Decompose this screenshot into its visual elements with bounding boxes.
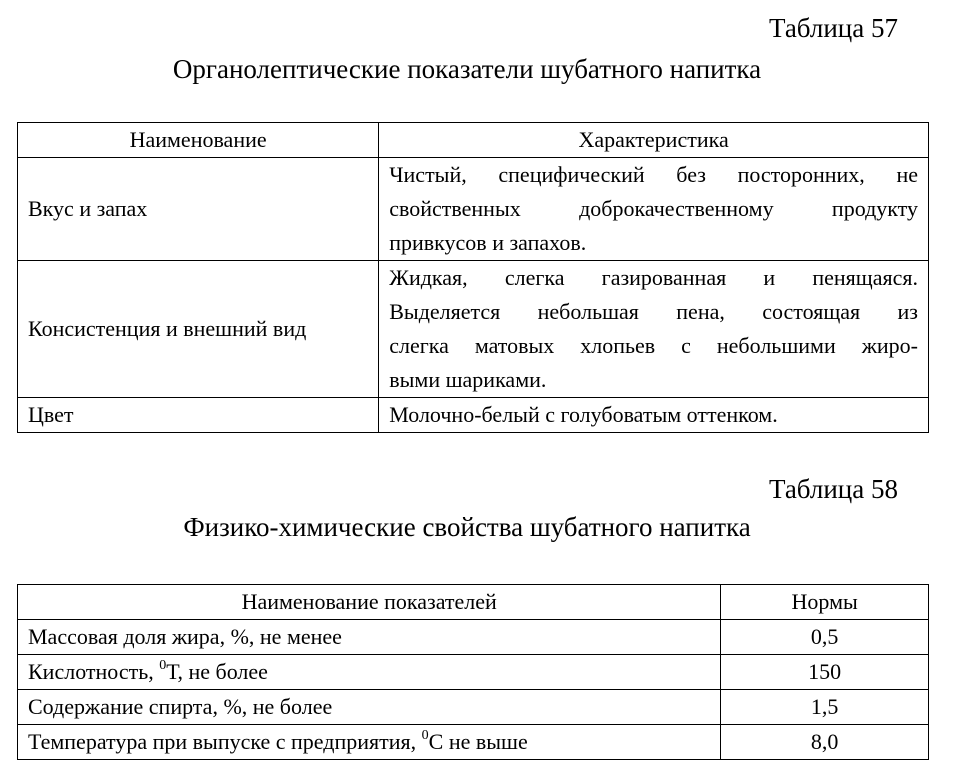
physicochemical-table [17,584,929,760]
description-line: Чистый, специфический без посторонних, не [389,162,918,187]
table-57-number: Таблица 57 [769,13,898,43]
table-header-row [18,123,929,158]
description-line: выми шариками. [389,367,547,392]
table-header-row [18,585,929,620]
row-norm: 150 [721,655,929,690]
row-name: Цвет [18,398,379,433]
table-57-title: Органолептические показатели шубатного напитка [172,54,762,84]
organoleptic-table [17,122,929,433]
header-indicator: Наименование показателей [18,585,721,620]
row-name: Консистенция и внешний вид [18,261,379,398]
row-description [379,158,929,261]
row-description [379,261,929,398]
row-description [379,398,929,433]
row-indicator: Температура при выпуске с предприятия, $^0$С не выше [18,725,721,760]
description-line: Молочно-белый с голубоватым оттенком. [389,402,778,427]
row-norm: 0,5 [721,620,929,655]
table-row [18,398,929,433]
row-indicator: Кислотность, $^0$Т, не более [18,655,721,690]
row-norm: 8,0 [721,725,929,760]
header-characteristic: Характеристика [379,123,929,158]
header-norms: Нормы [721,585,929,620]
table-58-number: Таблица 58 [769,474,898,504]
description-line: Выделяется небольшая пена, состоящая из [389,299,918,324]
row-indicator: Массовая доля жира, %, не менее [18,620,721,655]
table-58-title: Физико-химические свойства шубатного напитка [183,512,751,542]
description-line: слегка матовых хлопьев с небольшими жиро- [389,333,918,358]
row-norm: 1,5 [721,690,929,725]
table-row [18,261,929,398]
row-indicator: Содержание спирта, %, не более [18,690,721,725]
header-name: Наименование [18,123,379,158]
table-row [18,725,929,760]
description-line: Жидкая, слегка газированная и пенящаяся. [389,265,918,290]
row-name: Вкус и запах [18,158,379,261]
table-row [18,655,929,690]
description-line: привкусов и запахов. [389,230,587,255]
table-row [18,690,929,725]
table-row [18,620,929,655]
description-line: свойственных доброкачественному продукту [389,196,918,221]
table-row [18,158,929,261]
